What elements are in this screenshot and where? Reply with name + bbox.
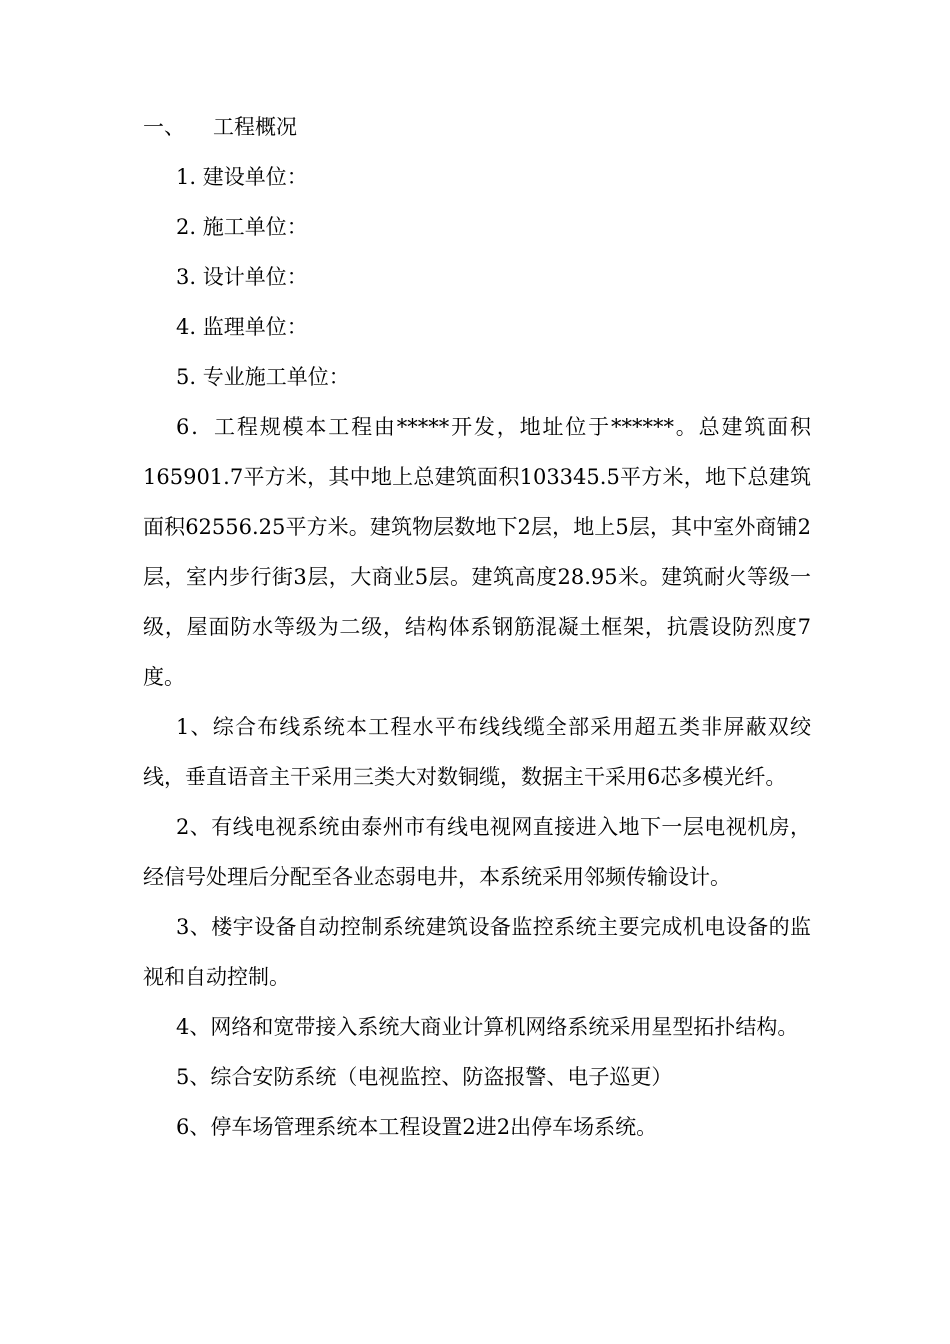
paragraph-security-system: 5、综合安防系统（电视监控、防盗报警、电子巡更） bbox=[176, 1065, 673, 1089]
info-item-design-unit: 3. 设计单位： bbox=[176, 265, 308, 289]
section-heading bbox=[143, 108, 811, 146]
paragraph-cable-tv-system: 2、有线电视系统由泰州市有线电视网直接进入地下一层电视机房，经信号处理后分配至各业态弱电井，本系统采用邻频传输设计。 bbox=[143, 815, 811, 889]
paragraph-network-system: 4、网络和宽带接入系统大商业计算机网络系统采用星型拓扑结构。 bbox=[176, 1015, 799, 1039]
document-body bbox=[143, 108, 811, 1152]
paragraph-building-automation: 3、楼宇设备自动控制系统建筑设备监控系统主要完成机电设备的监视和自动控制。 bbox=[143, 915, 811, 989]
info-item-contractor: 2. 施工单位： bbox=[176, 215, 308, 239]
info-item-specialty-contractor: 5. 专业施工单位： bbox=[176, 365, 350, 389]
section-number: 一、 bbox=[143, 115, 185, 139]
info-item-supervision-unit: 4. 监理单位： bbox=[176, 315, 308, 339]
paragraph-cabling-system: 1、综合布线系统本工程水平布线线缆全部采用超五类非屏蔽双绞线，垂直语音主干采用三类大对数铜缆，数据主干采用6芯多模光纤。 bbox=[143, 715, 811, 789]
info-item-construction-unit: 1. 建设单位： bbox=[176, 165, 308, 189]
paragraph-project-scale: 6．工程规模本工程由*****开发，地址位于******。总建筑面积165901.7平方米，其中地上总建筑面积103345.5平方米，地下总建筑面积62556.25平方米。建筑物层数地下2层，地上5层，其中室外商铺2层，室内步行街3层，大商业5层。建筑高度28.95米。建筑耐火等级一级，屋面防水等级为二级，结构体系钢筋混凝土框架，抗震设防烈度7度。 bbox=[143, 415, 811, 689]
paragraph-parking-system: 6、停车场管理系统本工程设置2进2出停车场系统。 bbox=[176, 1115, 658, 1139]
section-title: 工程概况 bbox=[213, 115, 297, 139]
